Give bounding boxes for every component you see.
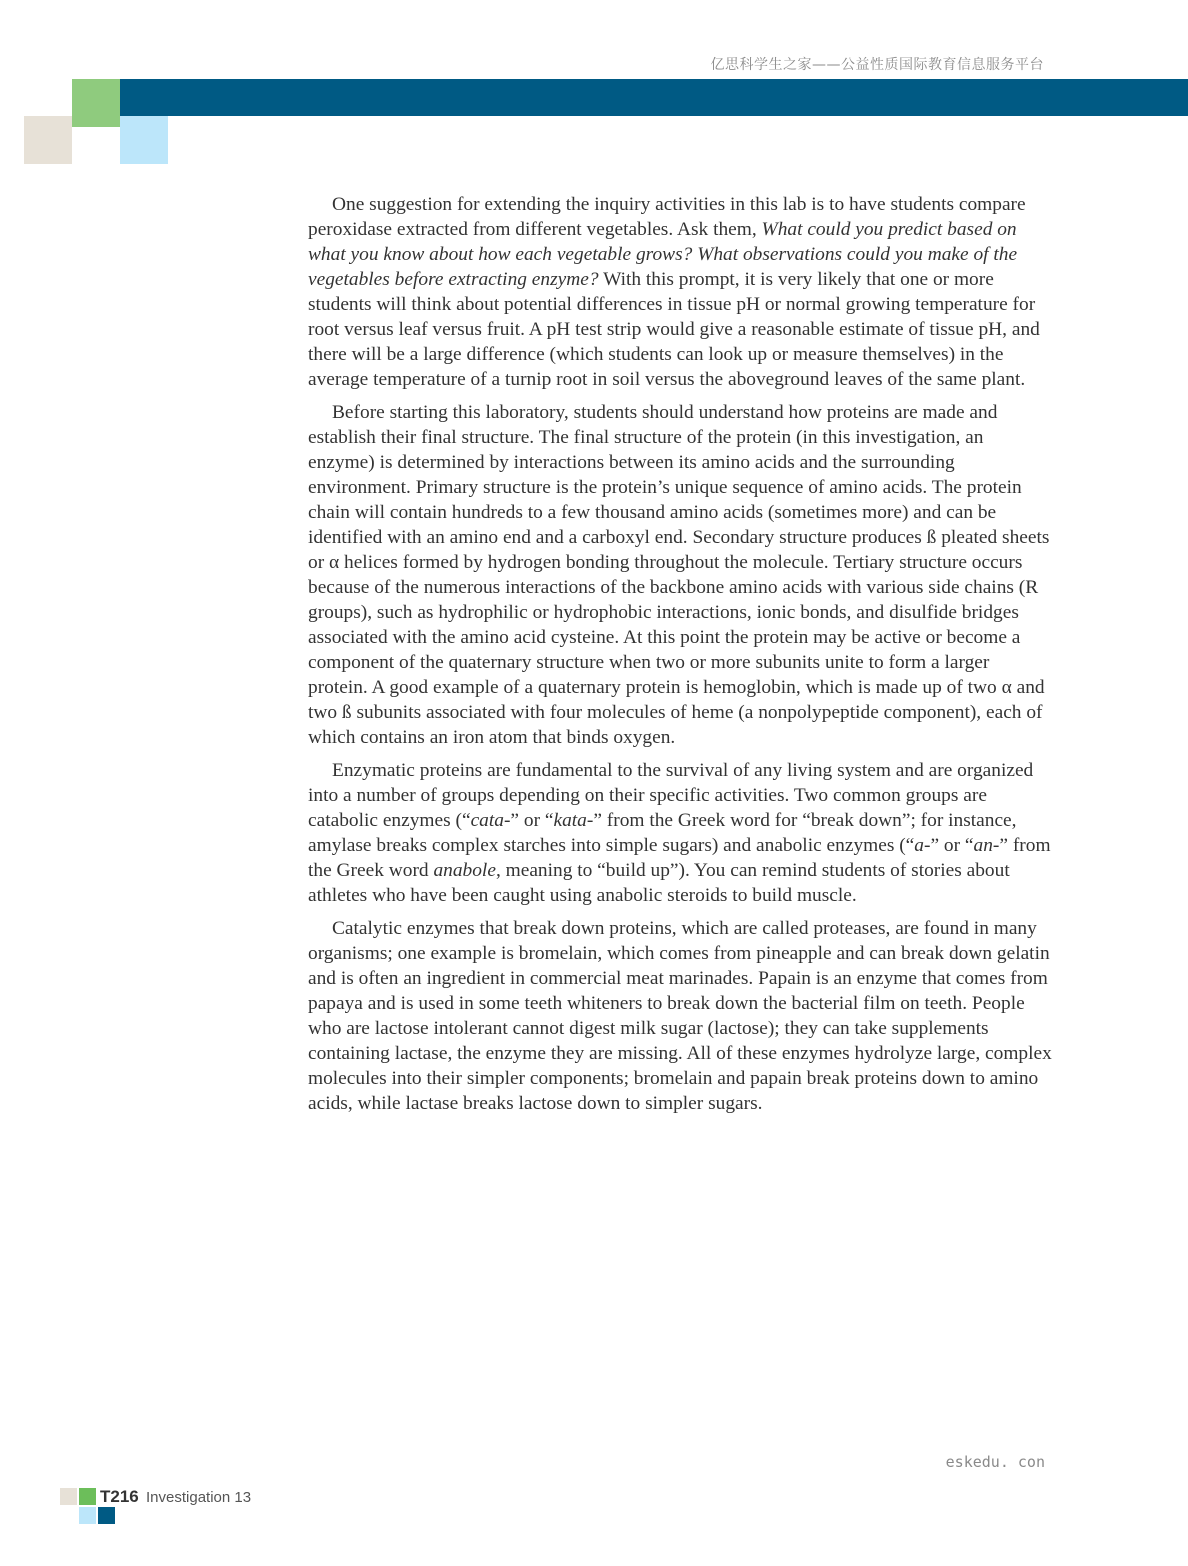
footer-square-green [79, 1488, 96, 1505]
main-text-column [308, 192, 1053, 1124]
page-footer [60, 1487, 300, 1527]
header-color-bar [120, 79, 1188, 116]
paragraph-2: Before starting this laboratory, students should understand how proteins are made and establish their final structure. The final structure of the protein (in this investigation, an enzyme) is determined by interactions between its amino acids and the surrounding environment. Primary structure is the protein’s unique sequence of amino acids. The protein chain will contain hundreds to a few thousand amino acids (sometimes more) and can be identified with an amino end and a carboxyl end. Secondary structure produces ß pleated sheets or α helices formed by hydrogen bonding throughout the molecule. Tertiary structure occurs because of the numerous interactions of the backbone amino acids with various side chains (R groups), such as hydrophilic or hydrophobic interactions, ionic bonds, and disulfide bridges associated with the amino acid cysteine. At this point the protein may be active or become a component of the quaternary structure when two or more subunits unite to form a larger protein. A good example of a quaternary protein is hemoglobin, which is made up of two α and two ß subunits associated with four molecules of heme (a nonpolypeptide component), each of which contains an iron atom that binds oxygen. [308, 402, 1050, 748]
decorative-square-light-blue [120, 116, 168, 164]
page-number: T216 [100, 1487, 139, 1506]
decorative-square-green [72, 79, 120, 127]
paragraph-1: One suggestion for extending the inquiry activities in this lab is to have students compare peroxidase extracted from different vegetables. Ask them, What could you predict based on what you know about how each vegetable grows? What observations could you make of the vegetables before extracting enzyme? With this prompt, it is very likely that one or more students will think about potential differences in tissue pH or normal growing temperature for root versus leaf versus fruit. A pH test strip would give a reasonable estimate of tissue pH, and there will be a large difference (which students can look up or measure themselves) in the average temperature of a turnip root in soil versus the aboveground leaves of the same plant. [308, 194, 1040, 390]
footer-square-beige [60, 1488, 77, 1505]
header-site-title: 亿思科学生之家——公益性质国际教育信息服务平台 [710, 57, 1044, 73]
paragraph-4: Catalytic enzymes that break down proteins, which are called proteases, are found in many organisms; one example is bromelain, which comes from pineapple and can break down gelatin and is often an ingredient in commercial meat marinades. Papain is an enzyme that comes from papaya and is used in some teeth whiteners to break down the bacterial film on teeth. People who are lactose intolerant cannot digest milk sugar (lactose); they can take supplements containing lactase, the enzyme they are missing. All of these enzymes hydrolyze large, complex molecules into their simpler components; bromelain and papain break proteins down to amino acids, while lactase breaks lactose down to simpler sugars. [308, 918, 1052, 1114]
paragraph-3: Enzymatic proteins are fundamental to the survival of any living system and are organized into a number of groups depending on their specific activities. Two common groups are catabolic enzymes (“cata-” or “kata-” from the Greek word for “break down”; for instance, amylase breaks complex starches into simple sugars) and anabolic enzymes (“a-” or “an-” from the Greek word anabole, meaning to “build up”). You can remind students of stories about athletes who have been caught using anabolic steroids to build muscle. [308, 760, 1051, 906]
decorative-square-beige [24, 116, 72, 164]
footer-square-light-blue [79, 1507, 96, 1524]
footer-square-dark-blue [98, 1507, 115, 1524]
section-label: Investigation 13 [146, 1489, 252, 1506]
watermark-text: eskedu. con [945, 1453, 1045, 1471]
